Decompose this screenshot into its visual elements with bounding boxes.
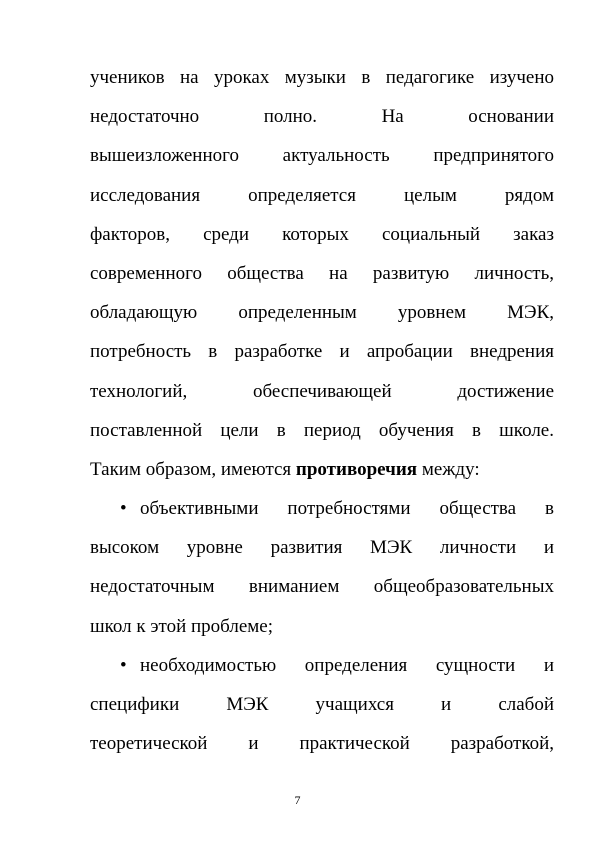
text-fragment: объективными потребностями общества в	[140, 498, 554, 520]
text-fragment: необходимостью определения сущности и	[140, 654, 554, 676]
page-number: 7	[294, 793, 301, 807]
text-line: недостаточным вниманием общеобразовательных	[90, 576, 554, 598]
text-line: исследования определяется целым рядом	[90, 184, 554, 206]
text-line-contradictions	[90, 450, 554, 489]
text-line: школ к этой проблеме;	[90, 615, 273, 637]
text-line: теоретической и практической разработкой,	[90, 733, 554, 755]
text-fragment: между:	[417, 458, 480, 480]
body-text	[90, 58, 554, 763]
text-line: потребность в разработке и апробации внедрения	[90, 341, 554, 363]
text-line: недостаточно полно. На основании	[90, 106, 554, 128]
text-line: поставленной цели в период обучения в школе.	[90, 419, 554, 441]
text-line: специфики МЭК учащихся и слабой	[90, 694, 554, 715]
text-line: технологий, обеспечивающей достижение	[90, 380, 554, 402]
text-line: вышеизложенного актуальность предпринятого	[90, 145, 554, 167]
text-line: современного общества на развитую личность,	[90, 262, 554, 284]
bullet-item-1-first-line	[90, 489, 554, 528]
bold-term: противоречия	[295, 458, 418, 480]
text-line: факторов, среди которых социальный заказ	[90, 223, 554, 245]
bullet-icon: •	[120, 654, 127, 676]
text-line: обладающую определенным уровнем МЭК,	[90, 302, 554, 324]
text-fragment: Таким образом, имеются	[90, 458, 296, 480]
text-line: учеников на уроках музыки в педагогике изучено	[90, 67, 554, 88]
bullet-icon: •	[120, 498, 127, 520]
bullet-item-2-first-line	[90, 646, 554, 685]
text-line: высоком уровне развития МЭК личности и	[90, 537, 554, 559]
